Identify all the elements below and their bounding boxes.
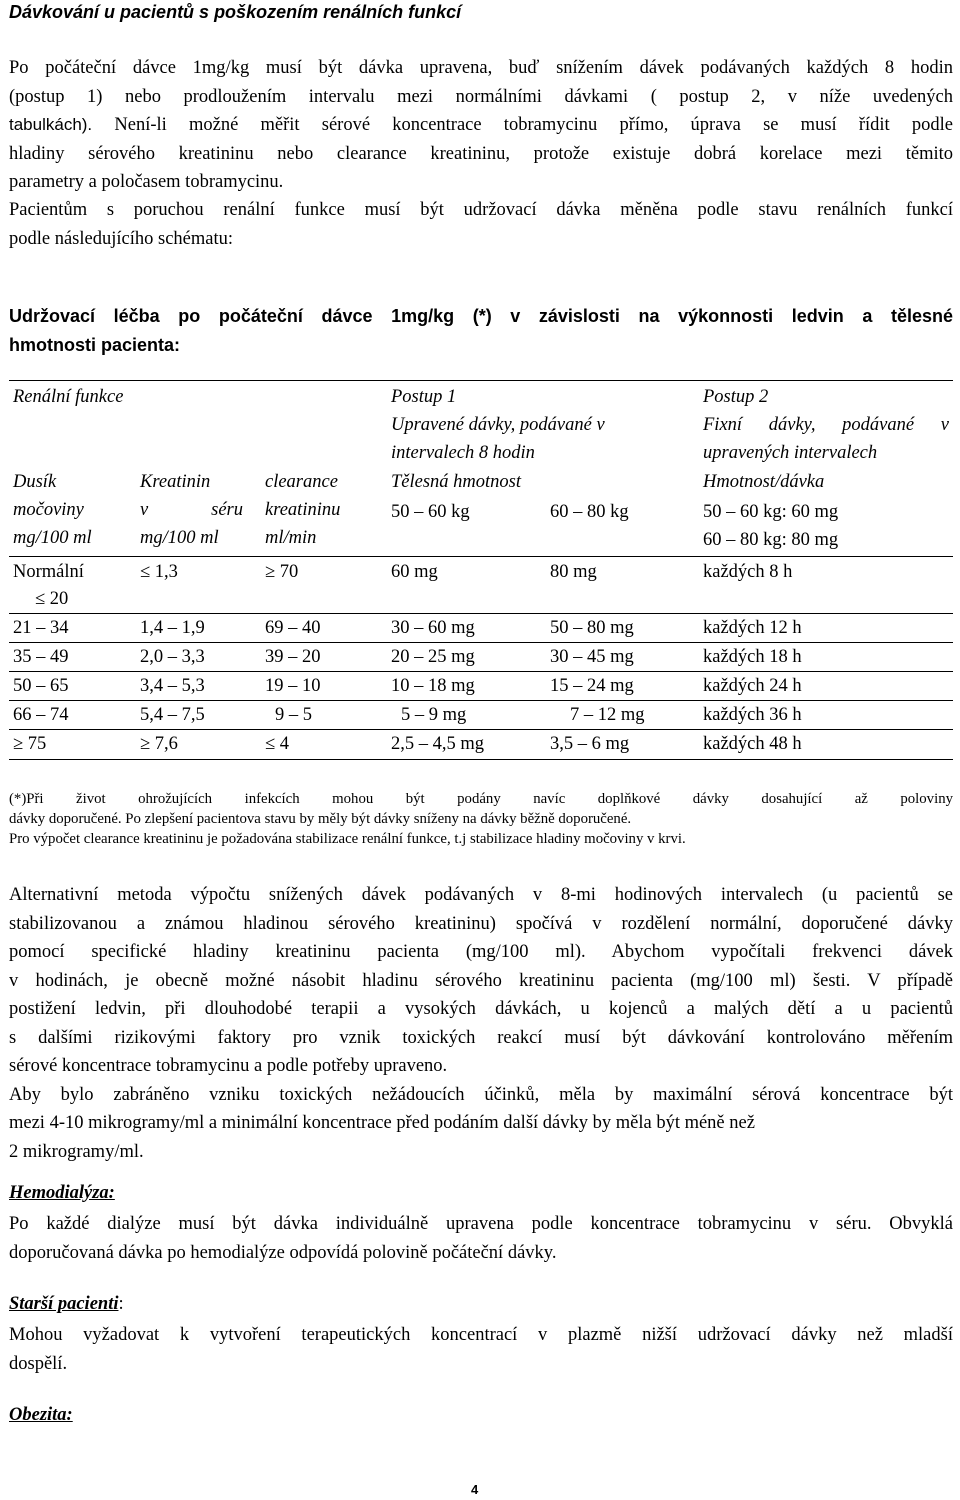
text-line: (postup 1) nebo prodloužením intervalu mezi normálními dávkami ( postup 2, v níže uvedených	[9, 86, 953, 107]
cell-dose-50-60: 20 – 25 mg	[391, 647, 475, 667]
cell-dusik: ≤ 20	[35, 589, 69, 609]
cell-dose-60-80: 7 – 12 mg	[570, 705, 645, 725]
page-number: 4	[471, 1482, 479, 1497]
header-postup1-sub: intervalech 8 hodin	[391, 443, 535, 463]
header-weight-dose-1: 50 – 60 kg: 60 mg	[703, 502, 839, 522]
header-postup2-sub: upravených intervalech	[703, 443, 878, 463]
cell-clearance: ≥ 70	[265, 562, 299, 582]
header-clearance: ml/min	[265, 528, 317, 548]
header-postup1: Postup 1	[391, 387, 457, 407]
text-line: podle následujícího schématu:	[9, 228, 233, 249]
cell-interval: každých 36 h	[703, 705, 802, 725]
hemodialysis-paragraph	[9, 1210, 953, 1267]
text-line: hladiny sérového kreatininu nebo clearance kreatininu, protože existuje dobrá korelace mezi těmito	[9, 143, 953, 164]
text-line: stabilizovanou a známou hladinou sérového kreatininu) spočívá v rozdělení normální, doporučené dávky	[9, 913, 953, 934]
cell-dose-50-60: 2,5 – 4,5 mg	[391, 734, 485, 754]
alternative-method-paragraph	[9, 881, 953, 1166]
header-renal: Renální funkce	[13, 387, 124, 407]
header-kreatinin: v séru	[140, 500, 243, 520]
cell-dusik: ≥ 75	[13, 734, 47, 754]
cell-clearance: 19 – 10	[265, 676, 321, 696]
cell-dose-50-60: 5 – 9 mg	[401, 705, 467, 725]
text-line	[9, 111, 953, 140]
text-line: sérové koncentrace tobramycinu a podle potřeby upraveno.	[9, 1056, 448, 1076]
section-heading: Dávkování u pacientů s poškozením renálních funkcí	[9, 2, 462, 22]
cell-dose-60-80: 30 – 45 mg	[550, 647, 634, 667]
table-rule	[9, 759, 953, 760]
table-rule	[9, 380, 953, 381]
footnotes	[9, 789, 953, 849]
text-line: mezi 4-10 mikrogramy/ml a minimální koncentrace před podáním další dávky by měla být méně než	[9, 1113, 755, 1133]
cell-kreatinin: 1,4 – 1,9	[140, 618, 205, 638]
text-line: parametry a poločasem tobramycinu.	[9, 172, 284, 192]
header-weight-1: 50 – 60 kg	[391, 502, 470, 522]
header-postup2: Postup 2	[703, 387, 769, 407]
text-line: Mohou vyžadovat k vytvoření terapeutických koncentrací v plazmě nižší udržovací dávky než mladší	[9, 1325, 953, 1345]
cell-dose-50-60: 60 mg	[391, 562, 438, 582]
cell-dusik: Normální	[13, 562, 84, 582]
text-line: Po každé dialýze musí být dávka individuálně upravena podle koncentrace tobramycinu v séru. Obvyklá	[9, 1214, 953, 1234]
header-dusik: močoviny	[13, 500, 84, 520]
cell-kreatinin: 3,4 – 5,3	[140, 676, 205, 696]
header-kreatinin: mg/100 ml	[140, 528, 219, 548]
text-fragment: Není-li možné měřit sérové koncentrace tobramycinu přímo, úprava se musí řídit podle	[114, 115, 954, 135]
header-clearance: clearance	[265, 472, 338, 492]
text-line: v hodinách, je obecně možné násobit hladinu sérového kreatininu pacienta (mg/100 ml) šesti. V případě	[9, 970, 953, 991]
cell-dusik: 66 – 74	[13, 705, 69, 725]
footnote-line: dávky doporučené. Po zlepšení pacientova stavu by měly být dávky sníženy na dávky běžně doporučené.	[9, 811, 632, 827]
cell-dusik: 35 – 49	[13, 647, 69, 667]
text-line: Po počáteční dávce 1mg/kg musí být dávka upravena, buď snížením dávek podávaných každých 8 hodin	[9, 58, 953, 78]
elderly-title: Starší pacienti	[9, 1294, 119, 1314]
cell-kreatinin: ≤ 1,3	[140, 562, 178, 582]
header-clearance: kreatininu	[265, 500, 341, 520]
footnote-line: (*)Při život ohrožujících infekcích mohou být podány navíc doplňkové dávky dosahující až poloviny	[9, 791, 953, 807]
intro-paragraph	[9, 54, 953, 197]
cell-dose-60-80: 80 mg	[550, 562, 597, 582]
table-rule	[9, 556, 953, 557]
cell-dose-60-80: 3,5 – 6 mg	[550, 734, 630, 754]
text-line: Alternativní metoda výpočtu snížených dávek podávaných v 8-mi hodinových intervalech (u pacientů se	[9, 885, 953, 905]
text-line: hmotnosti pacienta:	[9, 335, 181, 355]
cell-dusik: 50 – 65	[13, 676, 69, 696]
cell-interval: každých 24 h	[703, 676, 802, 696]
text-line: s dalšími rizikovými faktory pro vznik toxických reakcí musí být dávkování kontrolováno měřením	[9, 1027, 953, 1048]
dosage-table	[9, 380, 953, 770]
text-fragment: tabulkách).	[9, 115, 93, 134]
header-kreatinin: Kreatinin	[140, 472, 211, 492]
elderly-paragraph	[9, 1321, 953, 1378]
cell-clearance: 39 – 20	[265, 647, 321, 667]
text-line: postižení ledvin, při dlouhodobé terapii a vysokých dávkách, u kojenců a malých dětí a u pacientů	[9, 999, 953, 1019]
cell-clearance: 69 – 40	[265, 618, 321, 638]
cell-kreatinin: 5,4 – 7,5	[140, 705, 205, 725]
footnote-line: Pro výpočet clearance kreatininu je požadována stabilizace renální funkce, t.j stabilizace hladiny močoviny v krvi.	[9, 831, 686, 847]
obesity-title: Obezita:	[9, 1405, 73, 1425]
text-line: dospělí.	[9, 1353, 68, 1374]
text-line: Pacientům s poruchou renální funkce musí být udržovací dávka měněna podle stavu renálních funkcí	[9, 200, 953, 220]
cell-dose-50-60: 10 – 18 mg	[391, 676, 475, 696]
header-postup1-sub: Upravené dávky, podávané v	[391, 415, 605, 435]
cell-clearance: 9 – 5	[275, 705, 312, 725]
text-line: doporučovaná dávka po hemodialýze odpovídá polovině počáteční dávky.	[9, 1242, 557, 1263]
header-weight: Tělesná hmotnost	[391, 472, 522, 492]
cell-dose-50-60: 30 – 60 mg	[391, 618, 475, 638]
text-line: pomocí specifické hladiny kreatininu pacienta (mg/100 ml). Abychom vypočítali frekvenci dávek	[9, 942, 953, 962]
header-dusik: mg/100 ml	[13, 528, 92, 548]
cell-dose-60-80: 15 – 24 mg	[550, 676, 634, 696]
maintenance-title	[9, 302, 953, 360]
elderly-title-colon: :	[118, 1294, 124, 1314]
cell-interval: každých 48 h	[703, 734, 802, 754]
cell-kreatinin: 2,0 – 3,3	[140, 647, 205, 667]
cell-interval: každých 8 h	[703, 562, 793, 582]
cell-interval: každých 12 h	[703, 618, 802, 638]
cell-interval: každých 18 h	[703, 647, 802, 667]
renal-paragraph	[9, 196, 953, 253]
cell-kreatinin: ≥ 7,6	[140, 734, 178, 754]
header-postup2-sub: Fixní dávky, podávané v	[703, 415, 949, 435]
header-dusik: Dusík	[13, 472, 57, 492]
text-line: 2 mikrogramy/ml.	[9, 1141, 144, 1162]
text-line: Aby bylo zabráněno vzniku toxických nežádoucích účinků, měla by maximální sérová koncentrace být	[9, 1084, 953, 1105]
cell-dusik: 21 – 34	[13, 618, 69, 638]
header-weight-dose: Hmotnost/dávka	[703, 472, 825, 492]
cell-clearance: ≤ 4	[265, 734, 290, 754]
header-weight-2: 60 – 80 kg	[550, 502, 629, 522]
cell-dose-60-80: 50 – 80 mg	[550, 618, 634, 638]
text-line: Udržovací léčba po počáteční dávce 1mg/kg (*) v závislosti na výkonnosti ledvin a tělesné	[9, 306, 953, 326]
hemodialysis-title: Hemodialýza:	[9, 1183, 115, 1203]
elderly-title-line	[9, 1294, 124, 1315]
header-weight-dose-2: 60 – 80 kg: 80 mg	[703, 530, 839, 550]
